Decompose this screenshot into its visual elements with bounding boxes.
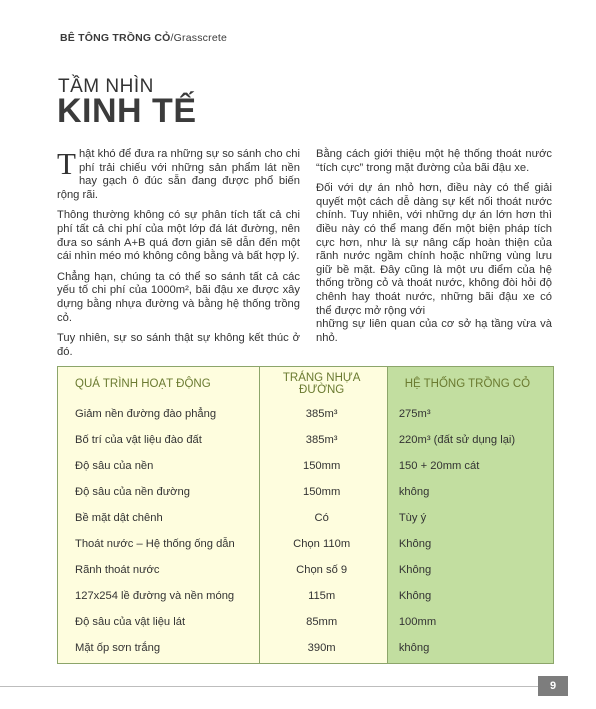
table-cell: Tùy ý [398, 512, 427, 524]
table-cell: 220m³ (đất sử dụng lại) [398, 434, 516, 446]
table-cell: Mặt ốp sơn trắng [75, 642, 161, 654]
page-number: 9 [538, 676, 568, 696]
table-row [58, 427, 553, 453]
paragraph: Thật khó để đưa ra những sự so sánh cho chi phí trải chiếu với những sản phẩm lát nền hay gạch ô đúc sẵn đang được phổ biến rộng rãi. [57, 146, 300, 201]
column-header: HỆ THỐNG TRỒNG CỎ [404, 378, 531, 390]
paragraph: những sự liên quan của cơ sở hạ tầng vừa và nhỏ. [316, 318, 552, 344]
table-cell: không [398, 486, 430, 498]
table-cell: 385m³ [305, 408, 338, 420]
page-footer [0, 676, 596, 696]
table-cell: 390m [307, 642, 336, 654]
table-cell: Không [398, 564, 432, 576]
table-cell: Bố trí của vật liệu đào đất [75, 434, 202, 446]
table-row [58, 479, 553, 505]
running-header [60, 32, 227, 44]
table-row [58, 531, 553, 557]
table-cell: Độ sâu của nền đường [75, 486, 190, 498]
table-cell: 115m [308, 590, 336, 602]
table-row [58, 583, 553, 609]
table-cell: Chọn số 9 [296, 564, 348, 576]
right-column [316, 148, 552, 352]
drop-cap: T [57, 146, 76, 181]
table-cell: 385m³ [305, 434, 338, 446]
section-title-big: KINH TẾ [57, 92, 197, 130]
header-bold: BÊ TÔNG TRỒNG CỎ [60, 32, 171, 44]
column-header: QUÁ TRÌNH HOẠT ĐỘNG [75, 378, 211, 390]
table-row [58, 505, 553, 531]
paragraph: Đối với dự án nhỏ hơn, điều này có thể giải quyết một cách dễ dàng sự kết nối thoát nước chính. Tuy nhiên, với những dự án lớn hơn thì điều này có thể mang đến một biện pháp tích cực hơn, như là sự nâng cấp hoàn thiện của rãnh nước ngầm chính hoặc những vùng lưu giữ bề mặt. Đây cũng là một ưu điểm của hệ thống trồng cỏ và thoát nước, không đòi hỏi độ chênh hay thoát nước, những bãi đậu xe có thể được mở rộng với [316, 182, 552, 317]
table-cell: Bề mặt dật chênh [75, 512, 163, 524]
footer-rule [0, 686, 538, 687]
table-cell: Có [314, 512, 329, 524]
table-row [58, 453, 553, 479]
table-cell: Không [398, 590, 432, 602]
table-cell: Rãnh thoát nước [75, 564, 160, 576]
table-row [58, 401, 553, 427]
comparison-table [57, 366, 554, 664]
table-header-row [58, 367, 553, 401]
table-cell: 150mm [302, 460, 341, 472]
table-cell: 85mm [306, 616, 338, 628]
table-cell: Độ sâu của nền [75, 460, 154, 472]
table-cell: Chọn 110m [293, 538, 351, 550]
table-cell: 150 + 20mm cát [398, 460, 480, 472]
left-column [57, 148, 300, 366]
table-cell: Không [398, 538, 432, 550]
table-cell: 150mm [302, 486, 341, 498]
column-header: TRÁNG NHỰA ĐƯỜNG [282, 372, 361, 396]
header-rest: /Grasscrete [170, 32, 228, 44]
table-cell: Độ sâu của vật liệu lát [75, 616, 186, 628]
table-cell: không [398, 642, 430, 654]
table-row [58, 609, 553, 635]
table-cell: 275m³ [398, 408, 431, 420]
table-row [58, 635, 553, 661]
paragraph: Bằng cách giới thiệu một hệ thống thoát nước “tích cực” trong mặt đường của bãi đậu xe. [316, 148, 552, 174]
section-title-small: TẦM NHÌN [58, 76, 154, 97]
table-cell: 127x254 lề đường và nền móng [75, 590, 235, 602]
comparison-table-grid [58, 367, 553, 661]
paragraph: Thông thường không có sự phân tích tất cả chi phí tất cả chi phí của một lớp đá lát đường, nên đưa so sánh A+B quá đơn giản sẽ dẫn đến một cái nhìn méo mó không công bằng và bất hợp lý. [57, 209, 300, 263]
table-cell: 100mm [398, 616, 437, 628]
paragraph: Tuy nhiên, sự so sánh thật sự không kết thúc ở đó. [57, 332, 300, 358]
table-cell: Thoát nước – Hệ thống ống dẫn [75, 538, 235, 550]
paragraph: Chẳng hạn, chúng ta có thể so sánh tất cả các yếu tố chi phí của 1000m², bãi đậu xe được xây dựng bằng nhựa đường và bằng hệ thống trồng cỏ. [57, 270, 300, 324]
table-row [58, 557, 553, 583]
table-cell: Giảm nền đường đào phẳng [75, 408, 217, 420]
